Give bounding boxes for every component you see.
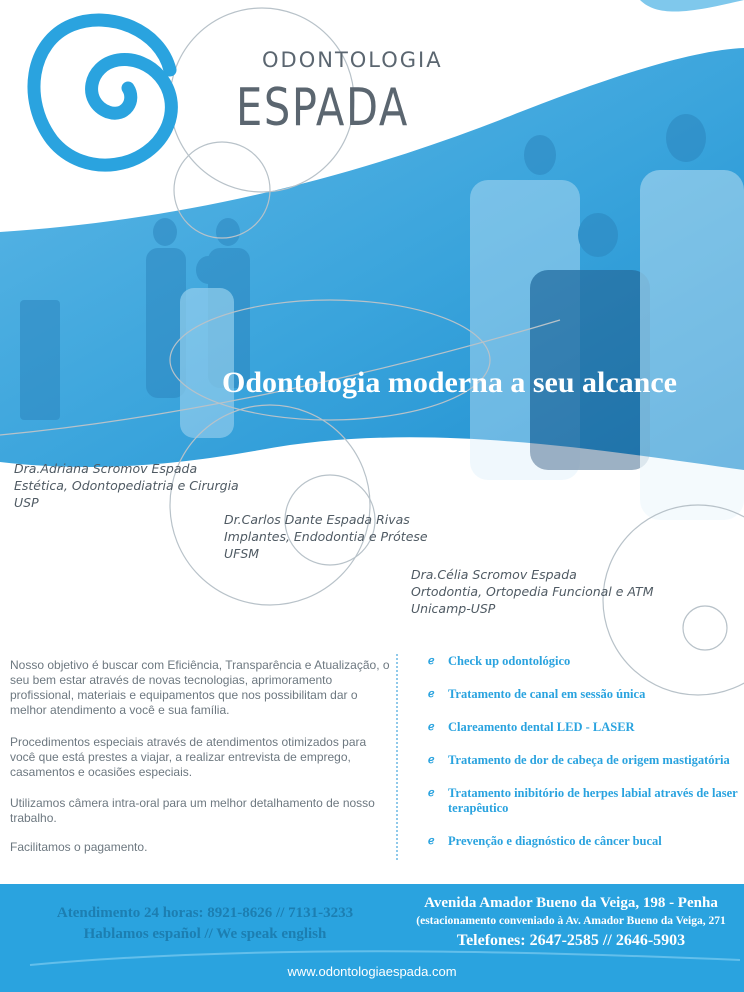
doctor-school: USP bbox=[14, 495, 39, 510]
doctor-name: Dra.Adriana Scromov Espada bbox=[14, 461, 198, 476]
service-item: ℯ Prevenção e diagnóstico de câncer bucal bbox=[428, 834, 662, 848]
doctor-carlos bbox=[224, 511, 428, 562]
footer-parking: (estacionamento conveniado à Av. Amador Bueno da Veiga, 271 bbox=[416, 915, 726, 927]
brand-subtitle: ODONTOLOGIA bbox=[262, 48, 443, 72]
logo-swirl bbox=[34, 20, 171, 165]
doctor-adriana bbox=[14, 460, 239, 511]
service-item: ℯ Tratamento de dor de cabeça de origem mastigatória bbox=[428, 753, 730, 767]
footer-hours: Atendimento 24 horas: 8921-8626 // 7131-3233 bbox=[56, 905, 354, 921]
footer-phones: Telefones: 2647-2585 // 2646-5903 bbox=[456, 932, 686, 949]
swirl-bullet-icon: ℯ bbox=[428, 721, 435, 733]
column-divider bbox=[396, 654, 398, 860]
service-item: ℯ Tratamento de canal em sessão única bbox=[428, 687, 646, 701]
swirl-bullet-icon: ℯ bbox=[428, 754, 435, 766]
service-item: ℯ Clareamento dental LED - LASER bbox=[428, 720, 635, 734]
doctor-name: Dra.Célia Scromov Espada bbox=[411, 567, 577, 582]
paragraph-camera: Utilizamos câmera intra-oral para um melhor detalhamento de nosso trabalho. bbox=[10, 796, 375, 825]
doctor-celia bbox=[411, 566, 653, 617]
paragraph-payment: Facilitamos o pagamento. bbox=[10, 840, 148, 854]
doctor-school: Unicamp-USP bbox=[411, 601, 496, 616]
paragraph-objective: Nosso objetivo é buscar com Eficiência, Transparência e Atualização, o seu bem estar através de novas tecnologias, aprimoramento profissional, materiais e equipamentos que nos possibilitam dar o melhor atendimento a você e sua família. bbox=[10, 658, 390, 717]
service-item: ℯ Check up odontológico bbox=[428, 654, 571, 668]
footer-contact-right bbox=[398, 893, 744, 953]
services-list bbox=[428, 654, 738, 867]
headline: Odontologia moderna a seu alcance bbox=[222, 366, 677, 399]
doctor-school: UFSM bbox=[224, 546, 260, 561]
service-item: ℯ Tratamento inibitório de herpes labial através de laser terapêutico bbox=[428, 786, 738, 815]
footer-address: Avenida Amador Bueno da Veiga, 198 - Penha bbox=[424, 895, 718, 911]
footer-languages: Hablamos español // We speak english bbox=[83, 926, 327, 942]
website-link[interactable]: www.odontologiaespada.com bbox=[287, 964, 457, 979]
swirl-bullet-icon: ℯ bbox=[428, 688, 435, 700]
doctor-specialty: Implantes, Endodontia e Prótese bbox=[224, 529, 428, 544]
doctor-specialty: Estética, Odontopediatria e Cirurgia bbox=[14, 478, 239, 493]
footer-contact-left bbox=[20, 903, 390, 945]
swirl-bullet-icon: ℯ bbox=[428, 835, 435, 847]
swirl-bullet-icon: ℯ bbox=[428, 787, 435, 799]
swirl-bullet-icon: ℯ bbox=[428, 655, 435, 667]
doctor-name: Dr.Carlos Dante Espada Rivas bbox=[224, 512, 410, 527]
doctor-specialty: Ortodontia, Ortopedia Funcional e ATM bbox=[411, 584, 654, 599]
paragraph-procedures: Procedimentos especiais através de atendimentos otimizados para você que está prestes a viajar, a realizar entrevista de emprego, casamentos e ocasiões especiais. bbox=[10, 735, 367, 779]
brand-title: ESPADA bbox=[236, 78, 409, 138]
